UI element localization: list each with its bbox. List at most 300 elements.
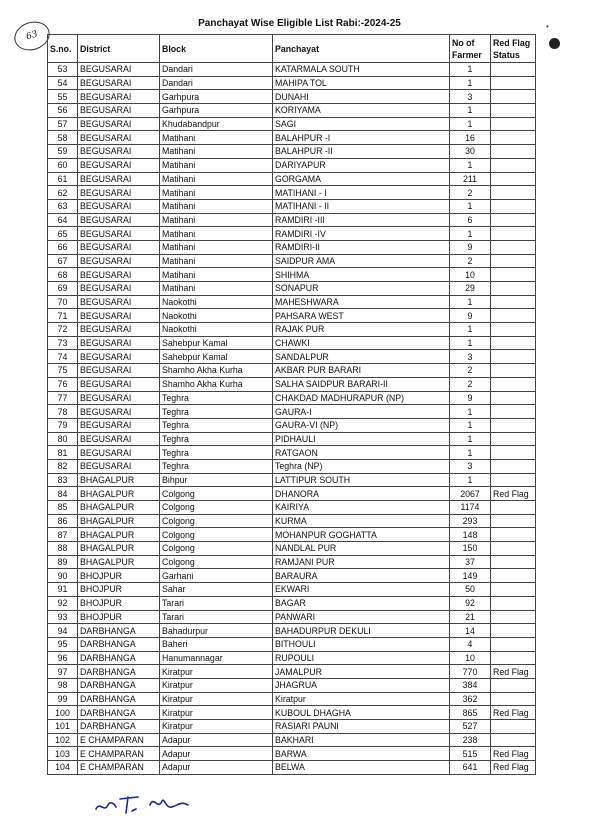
cell-no-of-farmer: 1 [450, 76, 491, 90]
cell-panchayat: KURMA [273, 514, 450, 528]
header-panchayat: Panchayat [273, 35, 450, 63]
cell-no-of-farmer: 150 [450, 542, 491, 556]
cell-red-flag-status [491, 336, 536, 350]
cell-sno: 69 [48, 282, 78, 296]
cell-sno: 59 [48, 145, 78, 159]
cell-sno: 80 [48, 432, 78, 446]
cell-block: Tarari [160, 596, 273, 610]
cell-block: Garhani [160, 569, 273, 583]
cell-no-of-farmer: 384 [450, 678, 491, 692]
cell-district: DARBHANGA [78, 624, 160, 638]
cell-sno: 96 [48, 651, 78, 665]
cell-block: Teghra [160, 418, 273, 432]
cell-panchayat: MATIHANI - II [273, 199, 450, 213]
table-row [48, 391, 536, 405]
cell-panchayat: PIDHAULI [273, 432, 450, 446]
cell-district: BEGUSARAI [78, 90, 160, 104]
cell-sno: 89 [48, 555, 78, 569]
cell-panchayat: BALAHPUR -I [273, 131, 450, 145]
cell-panchayat: RAMJANI PUR [273, 555, 450, 569]
cell-sno: 67 [48, 254, 78, 268]
cell-block: Colgong [160, 514, 273, 528]
cell-panchayat: BARWA [273, 747, 450, 761]
cell-sno: 91 [48, 583, 78, 597]
cell-red-flag-status [491, 583, 536, 597]
cell-red-flag-status [491, 733, 536, 747]
page-title: Panchayat Wise Eligible List Rabi:-2024-25 [198, 18, 401, 29]
cell-red-flag-status [491, 117, 536, 131]
cell-district: BHAGALPUR [78, 555, 160, 569]
cell-sno: 79 [48, 418, 78, 432]
cell-block: Teghra [160, 391, 273, 405]
cell-no-of-farmer: 1 [450, 446, 491, 460]
cell-panchayat: MAHESHWARA [273, 295, 450, 309]
cell-district: BEGUSARAI [78, 104, 160, 118]
cell-panchayat: SANDALPUR [273, 350, 450, 364]
table-row [48, 542, 536, 556]
cell-panchayat: BARAURA [273, 569, 450, 583]
cell-block: Teghra [160, 405, 273, 419]
cell-red-flag-status [491, 459, 536, 473]
cell-district: BEGUSARAI [78, 199, 160, 213]
table-row [48, 336, 536, 350]
cell-sno: 66 [48, 240, 78, 254]
cell-district: BEGUSARAI [78, 145, 160, 159]
cell-panchayat: JAMALPUR [273, 665, 450, 679]
cell-red-flag-status [491, 418, 536, 432]
cell-red-flag-status [491, 323, 536, 337]
cell-district: DARBHANGA [78, 720, 160, 734]
cell-red-flag-status: Red Flag [491, 665, 536, 679]
table-row [48, 528, 536, 542]
cell-panchayat: RATGAON [273, 446, 450, 460]
cell-sno: 88 [48, 542, 78, 556]
header-block: Block [160, 35, 273, 63]
cell-panchayat: RASIARI PAUNI [273, 720, 450, 734]
table-row [48, 186, 536, 200]
corner-mark-icon: • [546, 22, 549, 31]
table-row [48, 405, 536, 419]
cell-district: BEGUSARAI [78, 405, 160, 419]
cell-district: BEGUSARAI [78, 391, 160, 405]
table-row [48, 268, 536, 282]
header-sno: S.no. [48, 35, 78, 63]
eligible-list-table [47, 34, 536, 775]
cell-red-flag-status [491, 637, 536, 651]
cell-red-flag-status [491, 227, 536, 241]
cell-district: BEGUSARAI [78, 131, 160, 145]
cell-panchayat: MOHANPUR GOGHATTA [273, 528, 450, 542]
cell-block: Teghra [160, 432, 273, 446]
table-row [48, 459, 536, 473]
cell-no-of-farmer: 37 [450, 555, 491, 569]
cell-district: BEGUSARAI [78, 172, 160, 186]
cell-panchayat: Teghra (NP) [273, 459, 450, 473]
cell-sno: 76 [48, 377, 78, 391]
cell-panchayat: BAGAR [273, 596, 450, 610]
cell-panchayat: KAIRIYA [273, 501, 450, 515]
cell-sno: 98 [48, 678, 78, 692]
cell-district: BEGUSARAI [78, 186, 160, 200]
table-row [48, 501, 536, 515]
cell-no-of-farmer: 3 [450, 90, 491, 104]
cell-district: BEGUSARAI [78, 432, 160, 446]
table-row [48, 350, 536, 364]
table-row [48, 145, 536, 159]
table-row [48, 282, 536, 296]
cell-no-of-farmer: 211 [450, 172, 491, 186]
cell-sno: 84 [48, 487, 78, 501]
table-row [48, 76, 536, 90]
cell-sno: 95 [48, 637, 78, 651]
cell-district: BHOJPUR [78, 583, 160, 597]
cell-sno: 68 [48, 268, 78, 282]
cell-district: BEGUSARAI [78, 295, 160, 309]
cell-block: Hanumannagar [160, 651, 273, 665]
cell-no-of-farmer: 770 [450, 665, 491, 679]
cell-no-of-farmer: 92 [450, 596, 491, 610]
table-row [48, 240, 536, 254]
cell-block: Colgong [160, 501, 273, 515]
cell-district: BEGUSARAI [78, 336, 160, 350]
table-row [48, 473, 536, 487]
cell-block: Naokothi [160, 309, 273, 323]
cell-no-of-farmer: 6 [450, 213, 491, 227]
cell-no-of-farmer: 865 [450, 706, 491, 720]
cell-sno: 57 [48, 117, 78, 131]
table-row [48, 254, 536, 268]
cell-red-flag-status [491, 145, 536, 159]
cell-block: Matihani [160, 213, 273, 227]
table-row [48, 583, 536, 597]
cell-block: Kiratpur [160, 692, 273, 706]
cell-panchayat: MAHIPA TOL [273, 76, 450, 90]
table-row [48, 323, 536, 337]
cell-panchayat: BALAHPUR -II [273, 145, 450, 159]
cell-no-of-farmer: 148 [450, 528, 491, 542]
cell-block: Sahar [160, 583, 273, 597]
table-row [48, 158, 536, 172]
cell-district: DARBHANGA [78, 706, 160, 720]
cell-no-of-farmer: 1 [450, 104, 491, 118]
cell-panchayat: SONAPUR [273, 282, 450, 296]
cell-block: Matihani [160, 282, 273, 296]
table-body [48, 63, 536, 775]
cell-block: Dandari [160, 63, 273, 77]
cell-red-flag-status [491, 268, 536, 282]
cell-red-flag-status [491, 624, 536, 638]
table-row [48, 596, 536, 610]
header-district: District [78, 35, 160, 63]
cell-sno: 54 [48, 76, 78, 90]
cell-block: Bihpur [160, 473, 273, 487]
cell-block: Khudabandpur [160, 117, 273, 131]
cell-no-of-farmer: 1 [450, 336, 491, 350]
cell-panchayat: BELWA [273, 761, 450, 775]
cell-block: Kiratpur [160, 706, 273, 720]
cell-panchayat: BITHOULI [273, 637, 450, 651]
cell-panchayat: DARIYAPUR [273, 158, 450, 172]
cell-red-flag-status [491, 569, 536, 583]
cell-sno: 71 [48, 309, 78, 323]
cell-red-flag-status [491, 282, 536, 296]
cell-red-flag-status [491, 364, 536, 378]
cell-no-of-farmer: 2067 [450, 487, 491, 501]
cell-district: BEGUSARAI [78, 418, 160, 432]
cell-block: Naokothi [160, 295, 273, 309]
cell-panchayat: GAURA-I [273, 405, 450, 419]
cell-no-of-farmer: 149 [450, 569, 491, 583]
cell-district: BHAGALPUR [78, 501, 160, 515]
cell-sno: 53 [48, 63, 78, 77]
cell-district: DARBHANGA [78, 678, 160, 692]
cell-panchayat: SHIHMA [273, 268, 450, 282]
cell-no-of-farmer: 1 [450, 323, 491, 337]
cell-sno: 70 [48, 295, 78, 309]
cell-red-flag-status [491, 542, 536, 556]
cell-panchayat: CHAWKI [273, 336, 450, 350]
table-row [48, 104, 536, 118]
cell-district: BEGUSARAI [78, 158, 160, 172]
cell-district: BEGUSARAI [78, 240, 160, 254]
cell-block: Teghra [160, 459, 273, 473]
cell-panchayat: SAIDPUR AMA [273, 254, 450, 268]
cell-panchayat: RAJAK PUR [273, 323, 450, 337]
cell-red-flag-status [491, 514, 536, 528]
cell-no-of-farmer: 1 [450, 405, 491, 419]
table-row [48, 651, 536, 665]
table-row [48, 227, 536, 241]
cell-district: E CHAMPARAN [78, 761, 160, 775]
cell-sno: 92 [48, 596, 78, 610]
cell-red-flag-status [491, 90, 536, 104]
cell-no-of-farmer: 50 [450, 583, 491, 597]
cell-district: E CHAMPARAN [78, 733, 160, 747]
cell-red-flag-status [491, 350, 536, 364]
cell-sno: 86 [48, 514, 78, 528]
table-row [48, 199, 536, 213]
cell-block: Kiratpur [160, 720, 273, 734]
cell-panchayat: PAHSARA WEST [273, 309, 450, 323]
cell-no-of-farmer: 1 [450, 63, 491, 77]
cell-district: BEGUSARAI [78, 377, 160, 391]
cell-block: Matihani [160, 254, 273, 268]
cell-block: Matihani [160, 158, 273, 172]
cell-panchayat: KUBOUL DHAGHA [273, 706, 450, 720]
cell-no-of-farmer: 14 [450, 624, 491, 638]
cell-district: DARBHANGA [78, 637, 160, 651]
cell-sno: 65 [48, 227, 78, 241]
cell-sno: 74 [48, 350, 78, 364]
cell-sno: 87 [48, 528, 78, 542]
cell-panchayat: KORIYAMA [273, 104, 450, 118]
cell-sno: 82 [48, 459, 78, 473]
cell-no-of-farmer: 527 [450, 720, 491, 734]
cell-block: Matihani [160, 172, 273, 186]
cell-no-of-farmer: 2 [450, 364, 491, 378]
cell-sno: 60 [48, 158, 78, 172]
cell-block: Naokothi [160, 323, 273, 337]
cell-red-flag-status [491, 158, 536, 172]
cell-panchayat: DHANORA [273, 487, 450, 501]
cell-district: BHAGALPUR [78, 528, 160, 542]
cell-no-of-farmer: 3 [450, 459, 491, 473]
cell-panchayat: RAMDIRI -III [273, 213, 450, 227]
cell-district: BHAGALPUR [78, 542, 160, 556]
cell-no-of-farmer: 293 [450, 514, 491, 528]
punch-hole-icon [549, 38, 560, 49]
cell-red-flag-status [491, 240, 536, 254]
cell-district: E CHAMPARAN [78, 747, 160, 761]
cell-no-of-farmer: 2 [450, 254, 491, 268]
cell-district: BEGUSARAI [78, 446, 160, 460]
table-row [48, 747, 536, 761]
cell-red-flag-status [491, 76, 536, 90]
cell-red-flag-status [491, 63, 536, 77]
cell-no-of-farmer: 362 [450, 692, 491, 706]
cell-block: Sahebpur Kamal [160, 336, 273, 350]
cell-red-flag-status [491, 432, 536, 446]
cell-no-of-farmer: 2 [450, 186, 491, 200]
cell-sno: 90 [48, 569, 78, 583]
cell-red-flag-status [491, 199, 536, 213]
cell-panchayat: KATARMALA SOUTH [273, 63, 450, 77]
cell-sno: 62 [48, 186, 78, 200]
cell-district: BEGUSARAI [78, 309, 160, 323]
table-row [48, 678, 536, 692]
cell-district: BHOJPUR [78, 569, 160, 583]
cell-no-of-farmer: 1 [450, 199, 491, 213]
cell-panchayat: CHAKDAD MADHURAPUR (NP) [273, 391, 450, 405]
cell-no-of-farmer: 9 [450, 391, 491, 405]
cell-block: Matihani [160, 131, 273, 145]
cell-red-flag-status [491, 610, 536, 624]
cell-sno: 103 [48, 747, 78, 761]
cell-sno: 72 [48, 323, 78, 337]
cell-red-flag-status [491, 446, 536, 460]
cell-red-flag-status [491, 172, 536, 186]
cell-panchayat: RAMDIRI-II [273, 240, 450, 254]
cell-sno: 99 [48, 692, 78, 706]
cell-block: Sahebpur Kamal [160, 350, 273, 364]
cell-block: Matihani [160, 186, 273, 200]
table-header-row [48, 35, 536, 63]
cell-block: Tarari [160, 610, 273, 624]
cell-sno: 58 [48, 131, 78, 145]
cell-block: Adapur [160, 747, 273, 761]
cell-district: BEGUSARAI [78, 350, 160, 364]
cell-panchayat: RUPOULI [273, 651, 450, 665]
cell-sno: 85 [48, 501, 78, 515]
cell-red-flag-status [491, 309, 536, 323]
cell-sno: 104 [48, 761, 78, 775]
cell-sno: 101 [48, 720, 78, 734]
cell-red-flag-status [491, 528, 536, 542]
cell-no-of-farmer: 9 [450, 309, 491, 323]
cell-red-flag-status [491, 213, 536, 227]
table-row [48, 624, 536, 638]
cell-no-of-farmer: 3 [450, 350, 491, 364]
cell-sno: 75 [48, 364, 78, 378]
cell-red-flag-status: Red Flag [491, 761, 536, 775]
cell-sno: 100 [48, 706, 78, 720]
cell-sno: 61 [48, 172, 78, 186]
cell-panchayat: GORGAMA [273, 172, 450, 186]
table-row [48, 309, 536, 323]
cell-district: BHOJPUR [78, 596, 160, 610]
cell-block: Colgong [160, 555, 273, 569]
table-row [48, 733, 536, 747]
table-row [48, 637, 536, 651]
table-row [48, 514, 536, 528]
table-row [48, 720, 536, 734]
table-row [48, 706, 536, 720]
cell-district: BEGUSARAI [78, 268, 160, 282]
cell-no-of-farmer: 238 [450, 733, 491, 747]
cell-sno: 64 [48, 213, 78, 227]
cell-red-flag-status [491, 555, 536, 569]
cell-district: BEGUSARAI [78, 323, 160, 337]
cell-red-flag-status [491, 678, 536, 692]
cell-district: DARBHANGA [78, 665, 160, 679]
cell-panchayat: RAMDIRI -IV [273, 227, 450, 241]
cell-panchayat: LATTIPUR SOUTH [273, 473, 450, 487]
cell-block: Garhpura [160, 104, 273, 118]
cell-district: BEGUSARAI [78, 282, 160, 296]
cell-panchayat: DUNAHI [273, 90, 450, 104]
cell-block: Shamho Akha Kurha [160, 364, 273, 378]
cell-district: DARBHANGA [78, 692, 160, 706]
cell-panchayat: EKWARI [273, 583, 450, 597]
cell-block: Baheri [160, 637, 273, 651]
cell-block: Matihani [160, 199, 273, 213]
cell-red-flag-status [491, 405, 536, 419]
cell-no-of-farmer: 10 [450, 268, 491, 282]
cell-red-flag-status [491, 104, 536, 118]
table-row [48, 610, 536, 624]
cell-district: BEGUSARAI [78, 213, 160, 227]
cell-no-of-farmer: 4 [450, 637, 491, 651]
cell-block: Adapur [160, 761, 273, 775]
cell-no-of-farmer: 1 [450, 418, 491, 432]
cell-sno: 83 [48, 473, 78, 487]
cell-red-flag-status [491, 501, 536, 515]
table-row [48, 377, 536, 391]
cell-block: Colgong [160, 487, 273, 501]
cell-block: Matihani [160, 145, 273, 159]
cell-district: DARBHANGA [78, 651, 160, 665]
table-row [48, 761, 536, 775]
cell-red-flag-status: Red Flag [491, 747, 536, 761]
table-row [48, 295, 536, 309]
cell-panchayat: MATIHANI - I [273, 186, 450, 200]
cell-block: Matihani [160, 268, 273, 282]
table-row [48, 364, 536, 378]
cell-no-of-farmer: 1 [450, 473, 491, 487]
table-row [48, 90, 536, 104]
cell-red-flag-status [491, 131, 536, 145]
handwritten-signature [92, 791, 202, 821]
cell-no-of-farmer: 2 [450, 377, 491, 391]
cell-panchayat: PANWARI [273, 610, 450, 624]
cell-block: Colgong [160, 528, 273, 542]
table-row [48, 418, 536, 432]
cell-panchayat: AKBAR PUR BARARI [273, 364, 450, 378]
cell-district: BEGUSARAI [78, 364, 160, 378]
table-row [48, 432, 536, 446]
cell-panchayat: SAGI [273, 117, 450, 131]
cell-block: Matihani [160, 227, 273, 241]
